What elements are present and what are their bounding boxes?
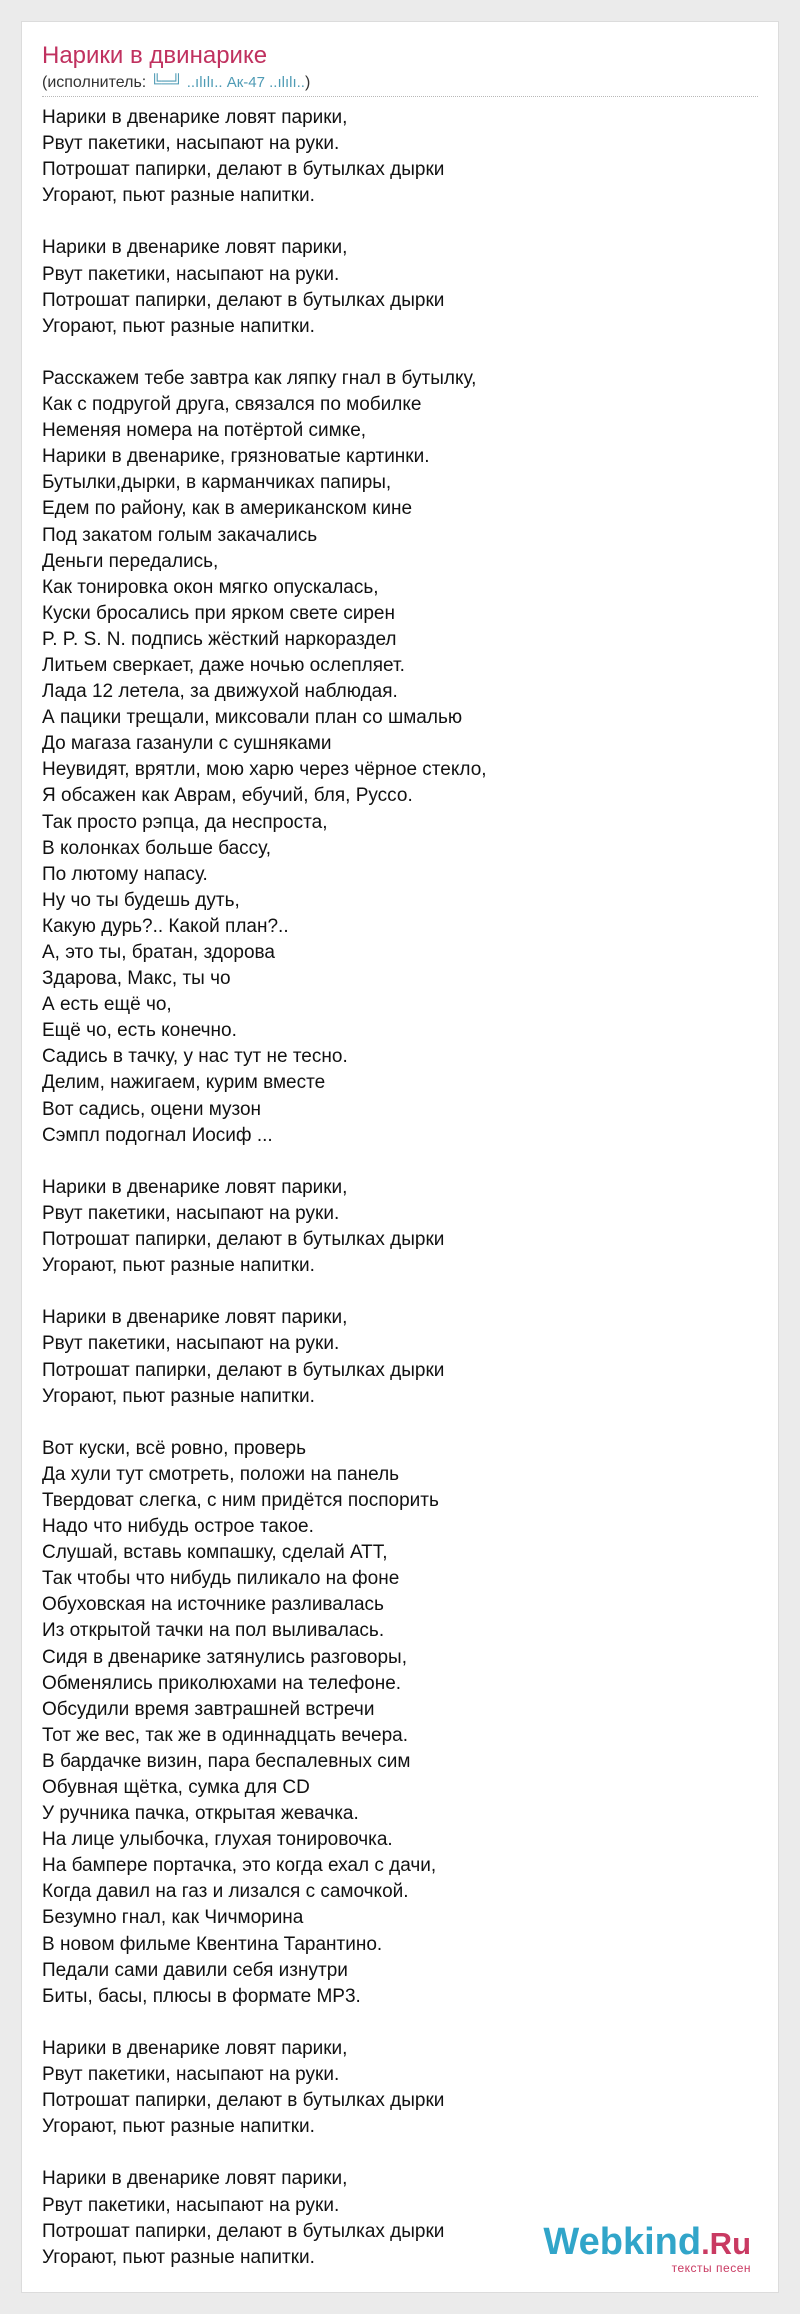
lyrics-line: Угорают, пьют разные напитки. [42, 185, 315, 207]
lyrics-line: Нарики в двенарике, грязноватые картинки. [42, 446, 430, 468]
lyrics-line: Так чтобы что нибудь пиликало на фоне [42, 1568, 400, 1590]
lyrics-line: Так просто рэпца, да неспроста, [42, 811, 328, 833]
lyrics-line: Да хули тут смотреть, положи на панель [42, 1463, 400, 1485]
lyrics-line: Потрошат папирки, делают в бутылках дырки [42, 2090, 445, 2112]
lyrics-line: Нарики в двенарике ловят парики, [42, 1176, 348, 1198]
lyrics-line: Едем по району, как в американском кине [42, 498, 413, 520]
webkind-logo[interactable] [543, 2222, 751, 2274]
lyrics-line: Рвут пакетики, насыпают на руки. [42, 2064, 340, 2086]
lyrics-line: В колонках больше бассу, [42, 837, 272, 859]
lyrics-line: Надо что нибудь острое такое. [42, 1516, 314, 1538]
lyrics-line: У ручника пачка, открытая жевачка. [42, 1803, 359, 1825]
lyrics-line: Расскажем тебе завтра как ляпку гнал в бутылку, [42, 367, 477, 389]
lyrics-line: Под закатом голым закачались [42, 524, 318, 546]
lyrics-line: Угорают, пьют разные напитки. [42, 1385, 315, 1407]
lyrics-line: Неменяя номера на потёртой симке, [42, 420, 367, 442]
lyrics-line: Нарики в двенарике ловят парики, [42, 1307, 348, 1329]
lyrics-line: Как тонировка окон мягко опускалась, [42, 576, 379, 598]
lyrics-line: В новом фильме Квентина Тарантино. [42, 1933, 383, 1955]
lyrics-line: Тот же вес, так же в одиннадцать вечера. [42, 1724, 408, 1746]
lyrics-line: Потрошат папирки, делают в бутылках дырки [42, 1359, 445, 1381]
lyrics-line: Угорают, пьют разные напитки. [42, 2246, 315, 2268]
lyrics-stanza [42, 105, 758, 209]
lyrics-line: Рвут пакетики, насыпают на руки. [42, 1202, 340, 1224]
lyrics-line: Какую дурь?.. Какой план?.. [42, 915, 289, 937]
lyrics-line: Ещё чо, есть конечно. [42, 1020, 237, 1042]
lyrics-stanza [42, 235, 758, 339]
lyrics-line: Из открытой тачки на пол выливалась. [42, 1620, 385, 1642]
lyrics-line: На лице улыбочка, глухая тонировочка. [42, 1829, 393, 1851]
lyrics-line: Нарики в двенарике ловят парики, [42, 107, 348, 128]
lyrics-line: Педали сами давили себя изнутри [42, 1959, 348, 1981]
lyrics-line: P. P. S. N. подпись жёсткий наркораздел [42, 628, 397, 650]
lyrics-stanza [42, 366, 758, 1149]
lyrics-line: Вот садись, оцени музон [42, 1098, 262, 1120]
lyrics-line: Потрошат папирки, делают в бутылках дырки [42, 289, 445, 311]
logo-ru: .Ru [701, 2226, 751, 2261]
lyrics-line: Неувидят, врятли, мою харю через чёрное стекло, [42, 759, 487, 781]
lyrics-line: Угорают, пьют разные напитки. [42, 315, 315, 337]
lyrics-line: А есть ещё чо, [42, 994, 172, 1016]
lyrics-line: Нарики в двенарике ловят парики, [42, 237, 348, 259]
lyrics-line: Бутылки,дырки, в карманчиках папиры, [42, 472, 392, 494]
lyrics-line: Лада 12 летела, за движухой наблюдая. [42, 681, 398, 703]
logo-tagline: тексты песен [671, 2261, 751, 2275]
lyrics-line: Обсудили время завтрашней встречи [42, 1698, 375, 1720]
artist-prefix: (исполнитель: [42, 74, 151, 91]
logo-web: Webkind [543, 2221, 702, 2263]
lyrics-text [42, 105, 758, 2297]
lyrics-line: Я обсажен как Аврам, ебучий, бля, Руссо. [42, 785, 413, 807]
lyrics-line: Ну чо ты будешь дуть, [42, 889, 240, 911]
lyrics-line: Биты, басы, плюсы в формате MP3. [42, 1985, 361, 2007]
lyrics-line: По лютому напасу. [42, 863, 208, 885]
lyrics-line: Деньги передались, [42, 550, 219, 572]
artist-link[interactable]: ╚═╝ ..ılılı.. Ак-47 ..ılılı.. [150, 74, 305, 91]
lyrics-line: Как с подругой друга, связался по мобилке [42, 394, 422, 416]
lyrics-line: Куски бросались при ярком свете сирен [42, 602, 395, 624]
lyrics-line: Потрошат папирки, делают в бутылках дырки [42, 159, 445, 181]
lyrics-line: Нарики в двенарике ловят парики, [42, 2168, 348, 2190]
lyrics-line: Обменялись приколюхами на телефоне. [42, 1672, 402, 1694]
lyrics-line: А пацики трещали, миксовали план со шмалью [42, 707, 463, 729]
lyrics-card [21, 21, 779, 2293]
logo-wordmark [543, 2222, 751, 2264]
lyrics-line: Потрошат папирки, делают в бутылках дырки [42, 1229, 445, 1251]
lyrics-line: Сэмпл подогнал Иосиф ... [42, 1124, 273, 1146]
lyrics-line: А, это ты, братан, здорова [42, 942, 275, 963]
lyrics-stanza [42, 1175, 758, 1279]
lyrics-line: Нарики в двенарике ловят парики, [42, 2037, 348, 2059]
lyrics-line: Твердоват слегка, с ним придётся поспорить [42, 1489, 439, 1511]
lyrics-stanza [42, 2036, 758, 2140]
lyrics-line: Безумно гнал, как Чичморина [42, 1907, 304, 1929]
lyrics-line: Садись в тачку, у нас тут не тесно. [42, 1046, 348, 1068]
lyrics-line: Рвут пакетики, насыпают на руки. [42, 133, 340, 155]
artist-suffix: ) [304, 74, 311, 91]
lyrics-line: Когда давил на газ и лизался с самочкой. [42, 1881, 409, 1903]
lyrics-line: Угорают, пьют разные напитки. [42, 1255, 315, 1277]
lyrics-line: Делим, нажигаем, курим вместе [42, 1072, 326, 1094]
artist-line [42, 73, 758, 97]
lyrics-line: Слушай, вставь компашку, сделай АТТ, [42, 1542, 388, 1564]
lyrics-line: Рвут пакетики, насыпают на руки. [42, 1333, 340, 1355]
lyrics-line: Здарова, Макс, ты чо [42, 968, 231, 990]
lyrics-line: Вот куски, всё ровно, проверь [42, 1437, 307, 1459]
song-title: Нарики в двинарике [42, 42, 268, 69]
lyrics-stanza [42, 1305, 758, 1409]
lyrics-line: Рвут пакетики, насыпают на руки. [42, 263, 340, 285]
lyrics-line: Угорают, пьют разные напитки. [42, 2116, 315, 2138]
lyrics-line: Рвут пакетики, насыпают на руки. [42, 2194, 340, 2216]
lyrics-line: До магаза газанули с сушняками [42, 733, 332, 755]
lyrics-line: Сидя в двенарике затянулись разговоры, [42, 1646, 407, 1668]
lyrics-line: Литьем сверкает, даже ночью ослепляет. [42, 654, 405, 676]
lyrics-stanza [42, 1436, 758, 2010]
lyrics-line: Обувная щётка, сумка для CD [42, 1777, 310, 1798]
lyrics-line: В бардачке визин, пара беспалевных сим [42, 1750, 411, 1772]
lyrics-line: Потрошат папирки, делают в бутылках дырки [42, 2220, 445, 2242]
lyrics-line: На бампере портачка, это когда ехал с дачи, [42, 1855, 437, 1877]
lyrics-line: Обуховская на источнике разливалась [42, 1594, 384, 1616]
